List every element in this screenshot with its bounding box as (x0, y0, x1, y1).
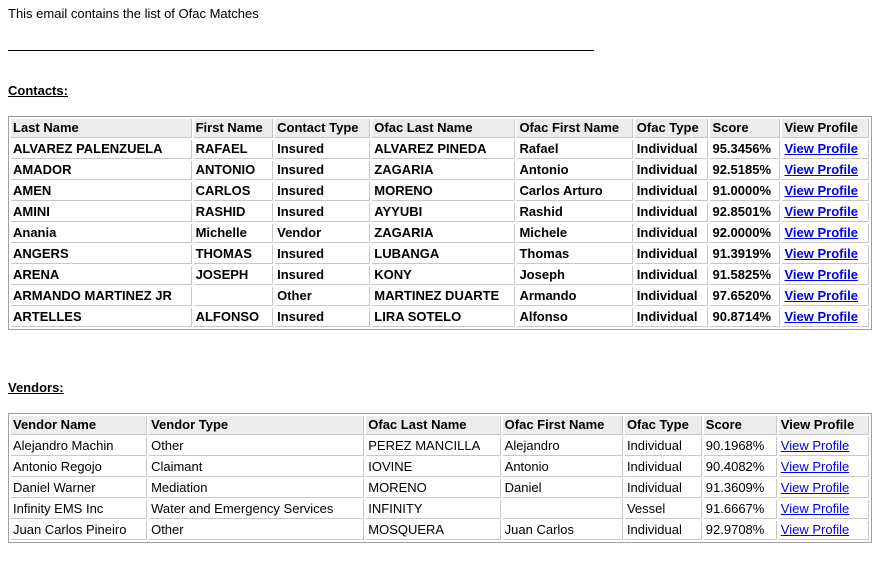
vendors-header-row (11, 416, 869, 435)
score-cell: 91.3919% (710, 245, 780, 264)
ofac-last-name-cell: IOVINE (366, 458, 500, 477)
ofac-first-name-cell: Thomas (517, 245, 632, 264)
ofac-last-name-cell: ZAGARIA (372, 224, 515, 243)
contacts-header-ofac-first-name: Ofac First Name (517, 119, 632, 138)
vendors-table (8, 413, 872, 543)
intro-text: This email contains the list of Ofac Matches (8, 6, 259, 21)
ofac-first-name-cell: Alfonso (517, 308, 632, 327)
vendor-name-cell: Daniel Warner (11, 479, 147, 498)
view-profile-cell (782, 308, 869, 327)
ofac-first-name-cell: Rashid (517, 203, 632, 222)
vendor-type-cell: Claimant (149, 458, 364, 477)
ofac-type-cell: Vessel (625, 500, 702, 519)
ofac-first-name-cell: Joseph (517, 266, 632, 285)
vendors-header-ofac-first-name: Ofac First Name (503, 416, 623, 435)
ofac-type-cell: Individual (625, 479, 702, 498)
vendor-name-cell: Infinity EMS Inc (11, 500, 147, 519)
score-cell: 91.3609% (704, 479, 777, 498)
score-cell: 92.8501% (710, 203, 780, 222)
ofac-first-name-cell: Antonio (503, 458, 623, 477)
score-cell: 90.8714% (710, 308, 780, 327)
score-cell: 91.0000% (710, 182, 780, 201)
last-name-cell: ANGERS (11, 245, 192, 264)
ofac-last-name-cell: INFINITY (366, 500, 500, 519)
view-profile-cell (782, 287, 869, 306)
contacts-header-last-name: Last Name (11, 119, 192, 138)
vendors-header-vendor-type: Vendor Type (149, 416, 364, 435)
contact-type-cell: Insured (275, 140, 370, 159)
table-row (11, 161, 869, 180)
score-cell: 91.6667% (704, 500, 777, 519)
ofac-type-cell: Individual (635, 266, 709, 285)
table-row (11, 287, 869, 306)
contact-type-cell: Insured (275, 245, 370, 264)
contacts-header-ofac-last-name: Ofac Last Name (372, 119, 515, 138)
view-profile-link[interactable]: View Profile (784, 204, 858, 219)
last-name-cell: Anania (11, 224, 192, 243)
ofac-last-name-cell: LIRA SOTELO (372, 308, 515, 327)
view-profile-cell (779, 437, 869, 456)
horizontal-rule (8, 50, 594, 51)
table-row (11, 437, 869, 456)
score-cell: 95.3456% (710, 140, 780, 159)
ofac-last-name-cell: AYYUBI (372, 203, 515, 222)
view-profile-link[interactable]: View Profile (780, 501, 850, 516)
view-profile-cell (782, 203, 869, 222)
contacts-header-ofac-type: Ofac Type (635, 119, 709, 138)
last-name-cell: ARMANDO MARTINEZ JR (11, 287, 192, 306)
view-profile-cell (782, 245, 869, 264)
table-row (11, 182, 869, 201)
ofac-first-name-cell: Antonio (517, 161, 632, 180)
view-profile-cell (779, 500, 869, 519)
view-profile-cell (782, 224, 869, 243)
score-cell: 90.4082% (704, 458, 777, 477)
ofac-last-name-cell: LUBANGA (372, 245, 515, 264)
contacts-header-view-profile: View Profile (782, 119, 869, 138)
table-row (11, 224, 869, 243)
contact-type-cell: Insured (275, 266, 370, 285)
view-profile-link[interactable]: View Profile (784, 183, 858, 198)
ofac-type-cell: Individual (625, 458, 702, 477)
vendors-header-vendor-name: Vendor Name (11, 416, 147, 435)
ofac-type-cell: Individual (635, 161, 709, 180)
view-profile-link[interactable]: View Profile (784, 288, 858, 303)
first-name-cell: ANTONIO (194, 161, 274, 180)
table-row (11, 308, 869, 327)
vendor-name-cell: Juan Carlos Pineiro (11, 521, 147, 540)
first-name-cell: RASHID (194, 203, 274, 222)
last-name-cell: AMADOR (11, 161, 192, 180)
ofac-last-name-cell: KONY (372, 266, 515, 285)
contact-type-cell: Insured (275, 308, 370, 327)
view-profile-link[interactable]: View Profile (780, 459, 850, 474)
score-cell: 92.0000% (710, 224, 780, 243)
ofac-first-name-cell: Juan Carlos (503, 521, 623, 540)
contact-type-cell: Insured (275, 203, 370, 222)
vendors-title: Vendors: (8, 380, 64, 395)
ofac-type-cell: Individual (625, 521, 702, 540)
ofac-last-name-cell: ZAGARIA (372, 161, 515, 180)
view-profile-cell (782, 140, 869, 159)
ofac-last-name-cell: ALVAREZ PINEDA (372, 140, 515, 159)
ofac-first-name-cell: Daniel (503, 479, 623, 498)
view-profile-link[interactable]: View Profile (784, 267, 858, 282)
vendors-header-ofac-type: Ofac Type (625, 416, 702, 435)
ofac-type-cell: Individual (635, 182, 709, 201)
ofac-last-name-cell: MOSQUERA (366, 521, 500, 540)
first-name-cell: CARLOS (194, 182, 274, 201)
contact-type-cell: Other (275, 287, 370, 306)
vendor-type-cell: Other (149, 521, 364, 540)
last-name-cell: AMEN (11, 182, 192, 201)
ofac-type-cell: Individual (635, 245, 709, 264)
last-name-cell: AMINI (11, 203, 192, 222)
ofac-last-name-cell: MORENO (372, 182, 515, 201)
first-name-cell: ALFONSO (194, 308, 274, 327)
vendors-header-score: Score (704, 416, 777, 435)
ofac-first-name-cell: Michele (517, 224, 632, 243)
contacts-header-first-name: First Name (194, 119, 274, 138)
vendor-type-cell: Mediation (149, 479, 364, 498)
contacts-title: Contacts: (8, 83, 68, 98)
score-cell: 97.6520% (710, 287, 780, 306)
ofac-type-cell: Individual (635, 224, 709, 243)
view-profile-link[interactable]: View Profile (780, 438, 850, 453)
table-row (11, 266, 869, 285)
contacts-header-row (11, 119, 869, 138)
ofac-first-name-cell: Armando (517, 287, 632, 306)
table-row (11, 500, 869, 519)
view-profile-link[interactable]: View Profile (784, 309, 858, 324)
ofac-type-cell: Individual (635, 308, 709, 327)
score-cell: 91.5825% (710, 266, 780, 285)
first-name-cell: RAFAEL (194, 140, 274, 159)
view-profile-link[interactable]: View Profile (784, 225, 858, 240)
view-profile-link[interactable]: View Profile (784, 162, 858, 177)
ofac-first-name-cell: Alejandro (503, 437, 623, 456)
view-profile-cell (779, 521, 869, 540)
view-profile-cell (782, 161, 869, 180)
contact-type-cell: Insured (275, 182, 370, 201)
ofac-first-name-cell: Rafael (517, 140, 632, 159)
first-name-cell: THOMAS (194, 245, 274, 264)
ofac-type-cell: Individual (635, 203, 709, 222)
ofac-first-name-cell: Carlos Arturo (517, 182, 632, 201)
ofac-type-cell: Individual (635, 140, 709, 159)
view-profile-cell (779, 458, 869, 477)
contacts-header-contact-type: Contact Type (275, 119, 370, 138)
view-profile-link[interactable]: View Profile (784, 141, 858, 156)
table-row (11, 140, 869, 159)
vendor-type-cell: Water and Emergency Services (149, 500, 364, 519)
contacts-header-score: Score (710, 119, 780, 138)
ofac-type-cell: Individual (635, 287, 709, 306)
first-name-cell (194, 287, 274, 306)
table-row (11, 479, 869, 498)
view-profile-link[interactable]: View Profile (784, 246, 858, 261)
score-cell: 92.5185% (710, 161, 780, 180)
contacts-table (8, 116, 872, 330)
first-name-cell: JOSEPH (194, 266, 274, 285)
ofac-type-cell: Individual (625, 437, 702, 456)
last-name-cell: ARENA (11, 266, 192, 285)
view-profile-cell (779, 479, 869, 498)
ofac-last-name-cell: PEREZ MANCILLA (366, 437, 500, 456)
vendors-header-ofac-last-name: Ofac Last Name (366, 416, 500, 435)
vendor-type-cell: Other (149, 437, 364, 456)
table-row (11, 458, 869, 477)
view-profile-cell (782, 182, 869, 201)
ofac-first-name-cell (503, 500, 623, 519)
contact-type-cell: Insured (275, 161, 370, 180)
table-row (11, 521, 869, 540)
table-row (11, 245, 869, 264)
view-profile-link[interactable]: View Profile (780, 522, 850, 537)
ofac-last-name-cell: MARTINEZ DUARTE (372, 287, 515, 306)
ofac-last-name-cell: MORENO (366, 479, 500, 498)
vendor-name-cell: Antonio Regojo (11, 458, 147, 477)
vendors-header-view-profile: View Profile (779, 416, 869, 435)
view-profile-link[interactable]: View Profile (780, 480, 850, 495)
contact-type-cell: Vendor (275, 224, 370, 243)
first-name-cell: Michelle (194, 224, 274, 243)
score-cell: 90.1968% (704, 437, 777, 456)
view-profile-cell (782, 266, 869, 285)
last-name-cell: ALVAREZ PALENZUELA (11, 140, 192, 159)
vendor-name-cell: Alejandro Machin (11, 437, 147, 456)
last-name-cell: ARTELLES (11, 308, 192, 327)
table-row (11, 203, 869, 222)
score-cell: 92.9708% (704, 521, 777, 540)
